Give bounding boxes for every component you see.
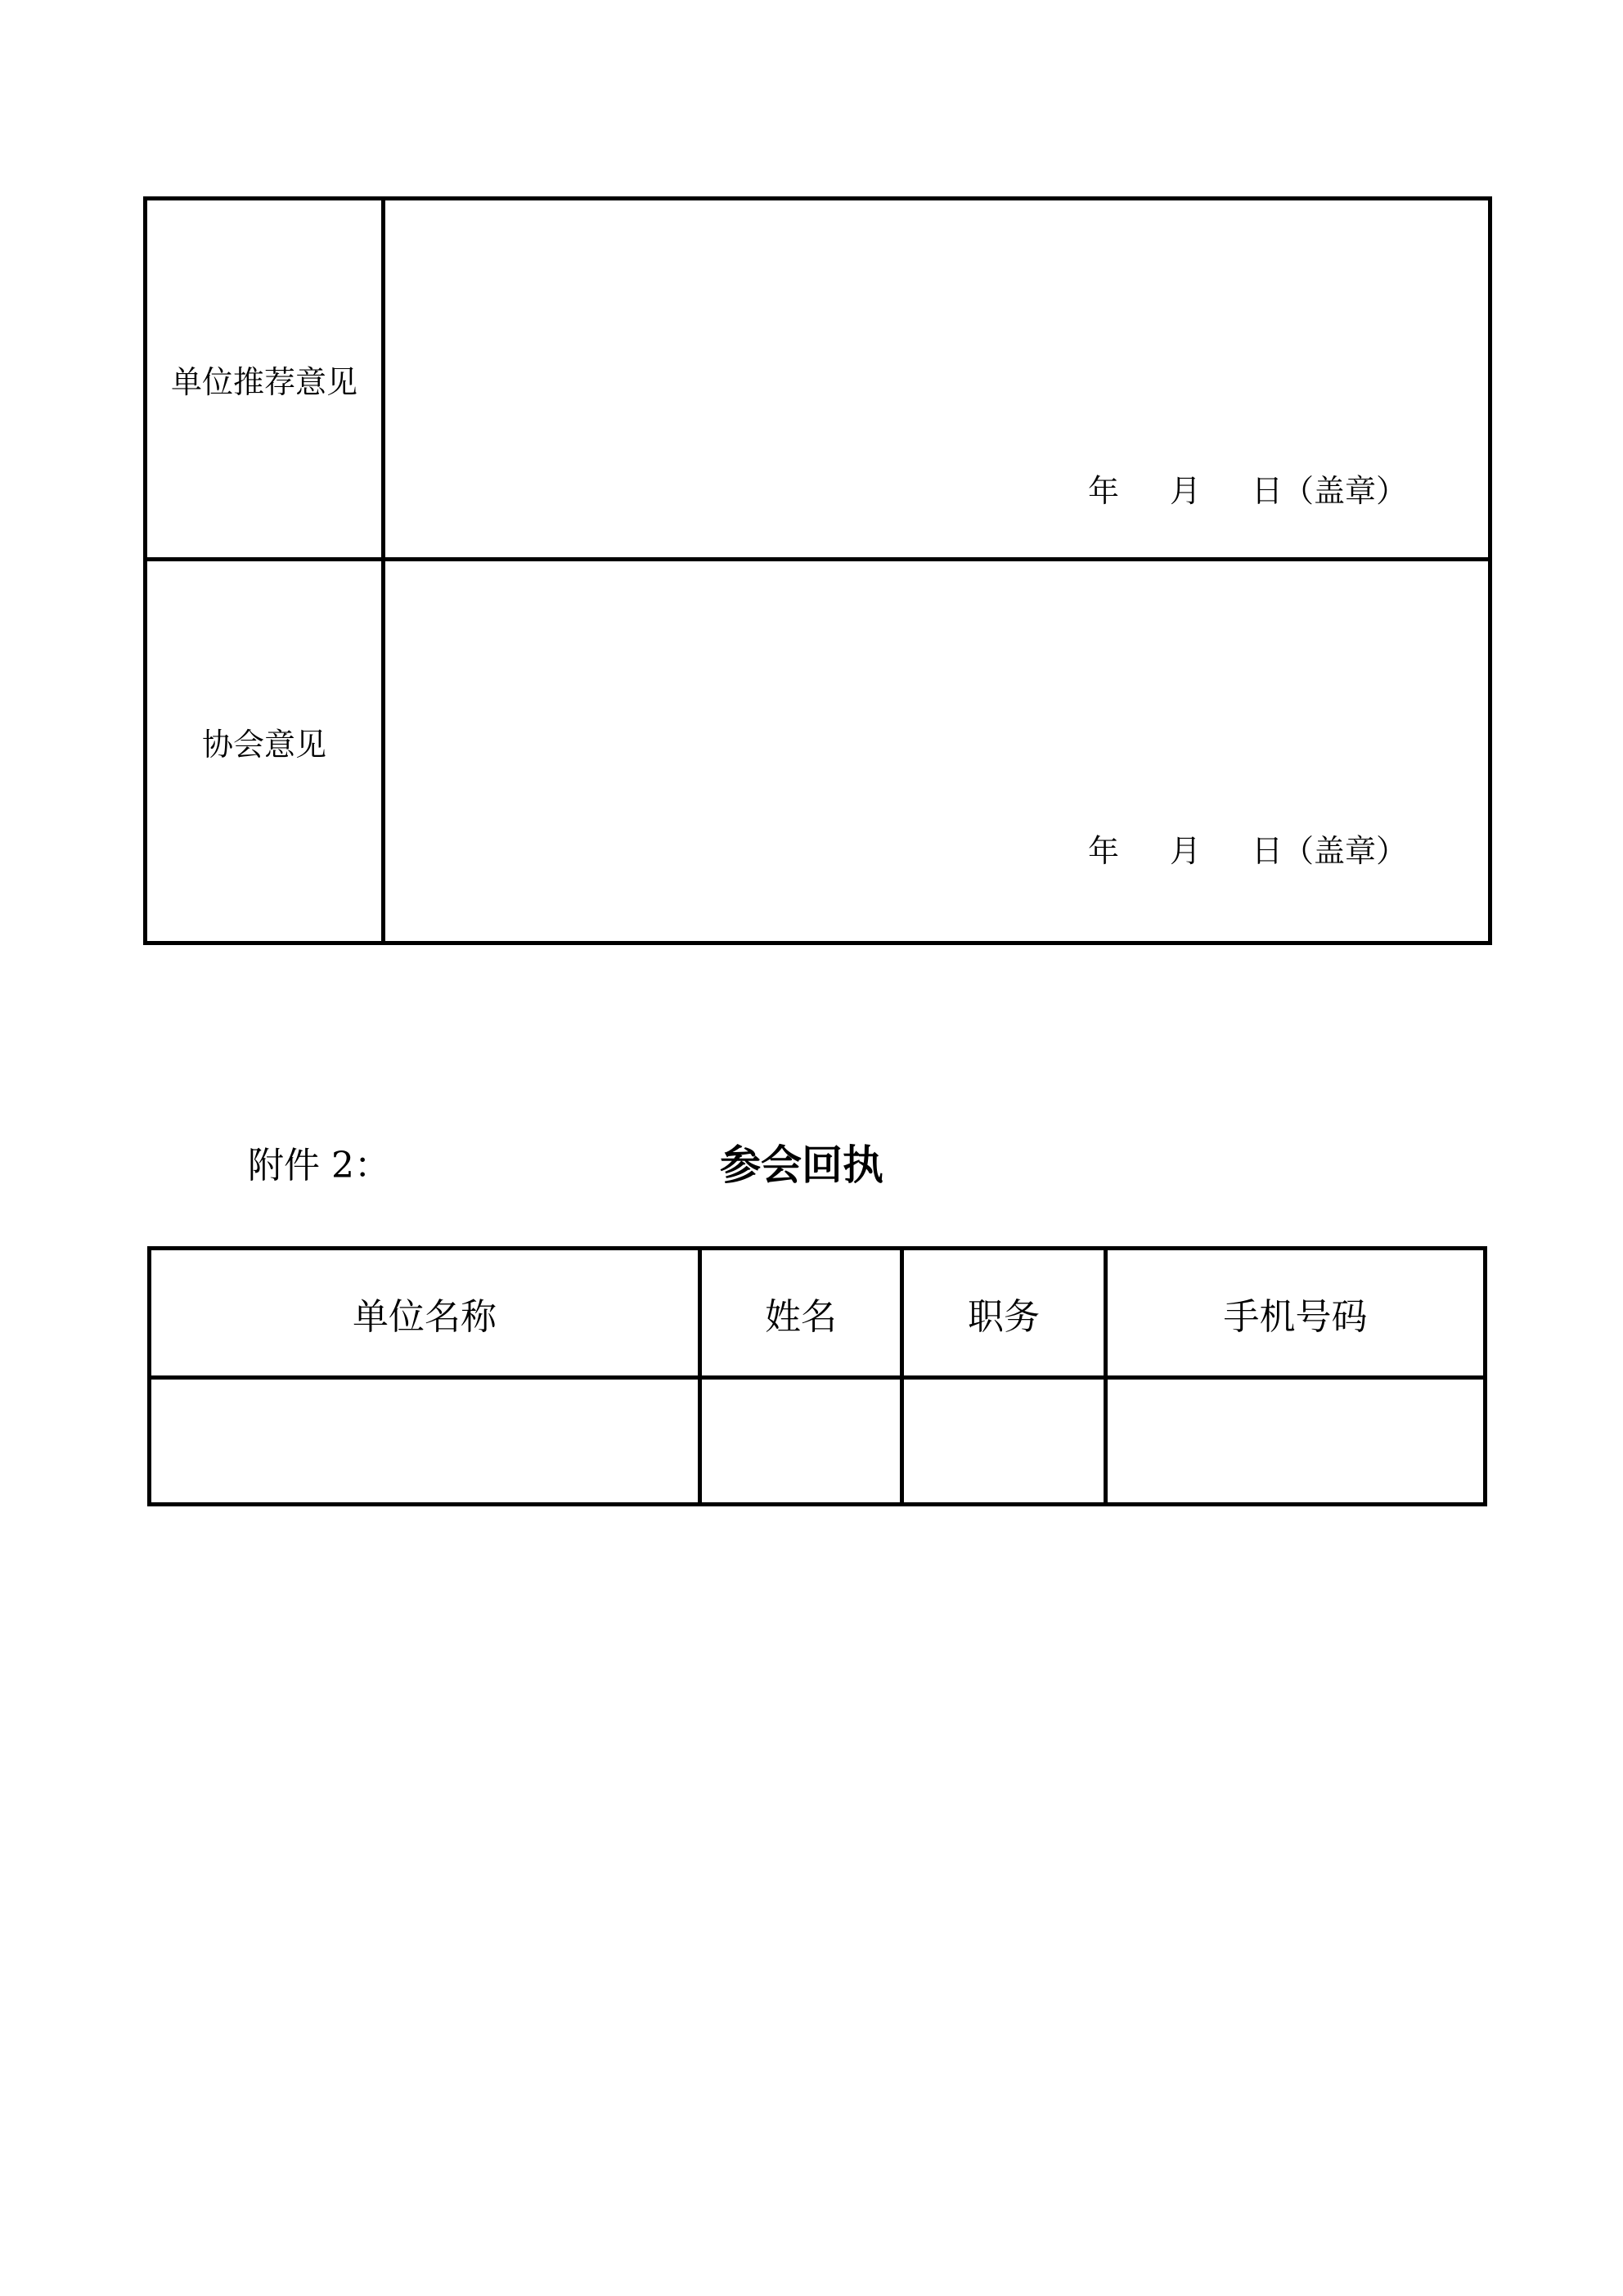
association-date-line — [1088, 825, 1407, 871]
header-position: 职务 — [968, 1295, 1040, 1338]
cell-unit-name[interactable] — [151, 1380, 698, 1502]
cell-phone[interactable] — [1108, 1380, 1483, 1502]
recommendation-date-line — [1088, 465, 1407, 511]
year-label: 年 — [1088, 832, 1120, 869]
cell-name[interactable] — [702, 1380, 900, 1502]
recommendation-label: 单位推荐意见 — [170, 363, 357, 400]
header-name: 姓名 — [765, 1295, 837, 1338]
receipt-title: 参会回执 — [720, 1141, 883, 1189]
header-unit-name: 单位名称 — [353, 1295, 497, 1338]
attachment-label: 附件 2： — [248, 1145, 390, 1186]
day-label: 日 — [1252, 472, 1284, 509]
month-label: 月 — [1170, 832, 1202, 869]
month-label: 月 — [1170, 472, 1202, 509]
receipt-table-border-right — [1483, 1246, 1487, 1506]
opinion-table-border-right — [1488, 196, 1492, 945]
header-phone: 手机号码 — [1223, 1295, 1368, 1338]
association-opinion-field[interactable] — [385, 561, 1488, 941]
day-label: 日 — [1252, 832, 1284, 869]
seal-label: （盖章） — [1283, 472, 1408, 509]
cell-position[interactable] — [904, 1380, 1104, 1502]
receipt-table-border-bottom — [147, 1502, 1487, 1506]
seal-label: （盖章） — [1283, 832, 1408, 869]
opinion-table-border-bottom — [143, 941, 1492, 945]
year-label: 年 — [1088, 472, 1120, 509]
association-opinion-label: 协会意见 — [201, 726, 326, 763]
